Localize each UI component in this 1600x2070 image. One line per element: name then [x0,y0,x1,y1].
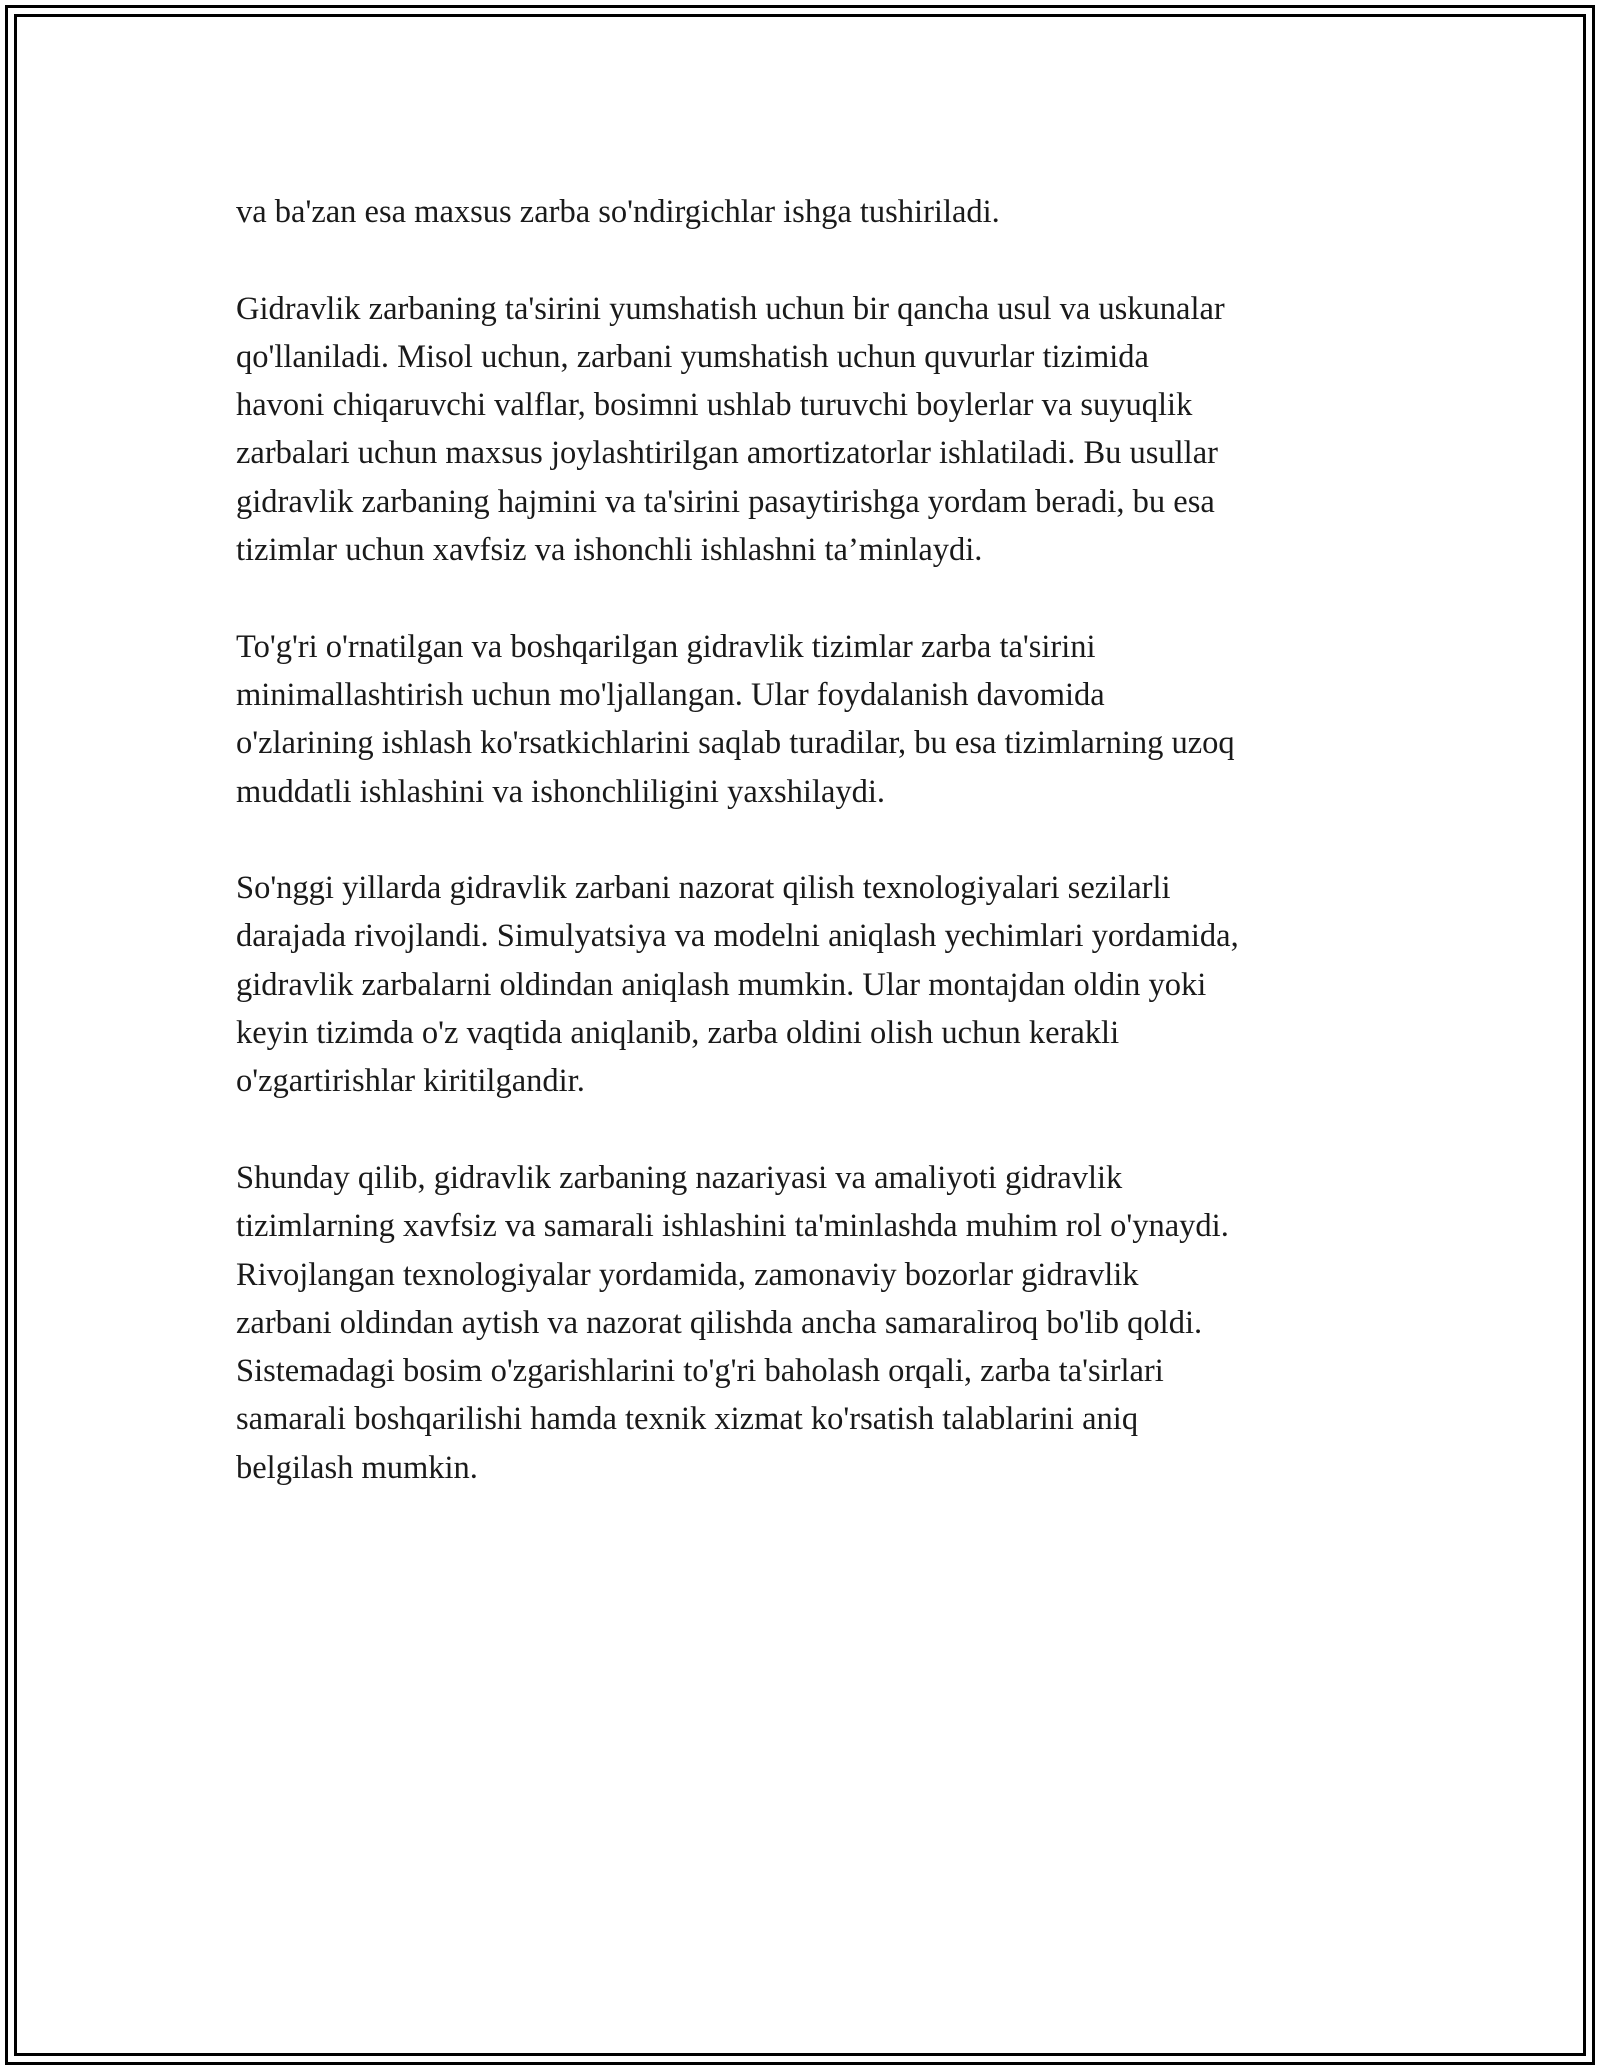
text-line: minimallashtirish uchun mo'ljallangan. Ular foydalanish davomida [236,676,1105,713]
text-line: tizimlar uchun xavfsiz va ishonchli ishlashni ta’minlaydi. [236,532,983,569]
text-line: samarali boshqarilishi hamda texnik xizmat ko'rsatish talablarini aniq [236,1401,1139,1438]
text-line: darajada rivojlandi. Simulyatsiya va modelni aniqlash yechimlari yordamida, [236,918,1239,955]
text-line: gidravlik zarbalarni oldindan aniqlash mumkin. Ular montajdan oldin yoki [236,966,1207,1003]
text-line: belgilash mumkin. [236,1449,478,1486]
paragraph-4 [236,864,1376,1105]
text-line: o'zgartirishlar kiritilgandir. [236,1063,585,1100]
text-line: Sistemadagi bosim o'zgarishlarini to'g'ri baholash orqali, zarba ta'sirlari [236,1353,1164,1390]
text-line: keyin tizimda o'z vaqtida aniqlanib, zarba oldini olish uchun kerakli [236,1015,1120,1052]
text-line: muddatli ishlashini va ishonchliligini yaxshilaydi. [236,773,886,810]
text-line: tizimlarning xavfsiz va samarali ishlashini ta'minlashda muhim rol o'ynaydi. [236,1208,1229,1245]
text-line: o'zlarining ishlash ko'rsatkichlarini saqlab turadilar, bu esa tizimlarning uzoq [236,725,1235,762]
text-line: Rivojlangan texnologiyalar yordamida, zamonaviy bozorlar gidravlik [236,1256,1139,1293]
text-line: gidravlik zarbaning hajmini va ta'sirini pasaytirishga yordam beradi, bu esa [236,483,1215,520]
paragraph-1 [236,188,1376,236]
text-line: Shunday qilib, gidravlik zarbaning nazariyasi va amaliyoti gidravlik [236,1159,1123,1196]
text-line: qo'llaniladi. Misol uchun, zarbani yumshatish uchun quvurlar tizimida [236,338,1149,375]
paragraph-2 [236,285,1376,575]
paragraph-5 [236,1154,1376,1492]
text-line: havoni chiqaruvchi valflar, bosimni ushlab turuvchi boylerlar va suyuqlik [236,387,1193,424]
document-body [236,188,1376,1540]
text-line: So'nggi yillarda gidravlik zarbani nazorat qilish texnologiyalari sezilarli [236,870,1171,907]
paragraph-3 [236,623,1376,816]
text-line: Gidravlik zarbaning ta'sirini yumshatish uchun bir qancha usul va uskunalar [236,290,1225,327]
text-line: va ba'zan esa maxsus zarba so'ndirgichlar ishga tushiriladi. [236,194,1000,230]
text-line: To'g'ri o'rnatilgan va boshqarilgan gidravlik tizimlar zarba ta'sirini [236,628,1096,665]
text-line: zarbani oldindan aytish va nazorat qilishda ancha samaraliroq bo'lib qoldi. [236,1304,1203,1341]
text-line: zarbalari uchun maxsus joylashtirilgan amortizatorlar ishlatiladi. Bu usullar [236,435,1218,472]
